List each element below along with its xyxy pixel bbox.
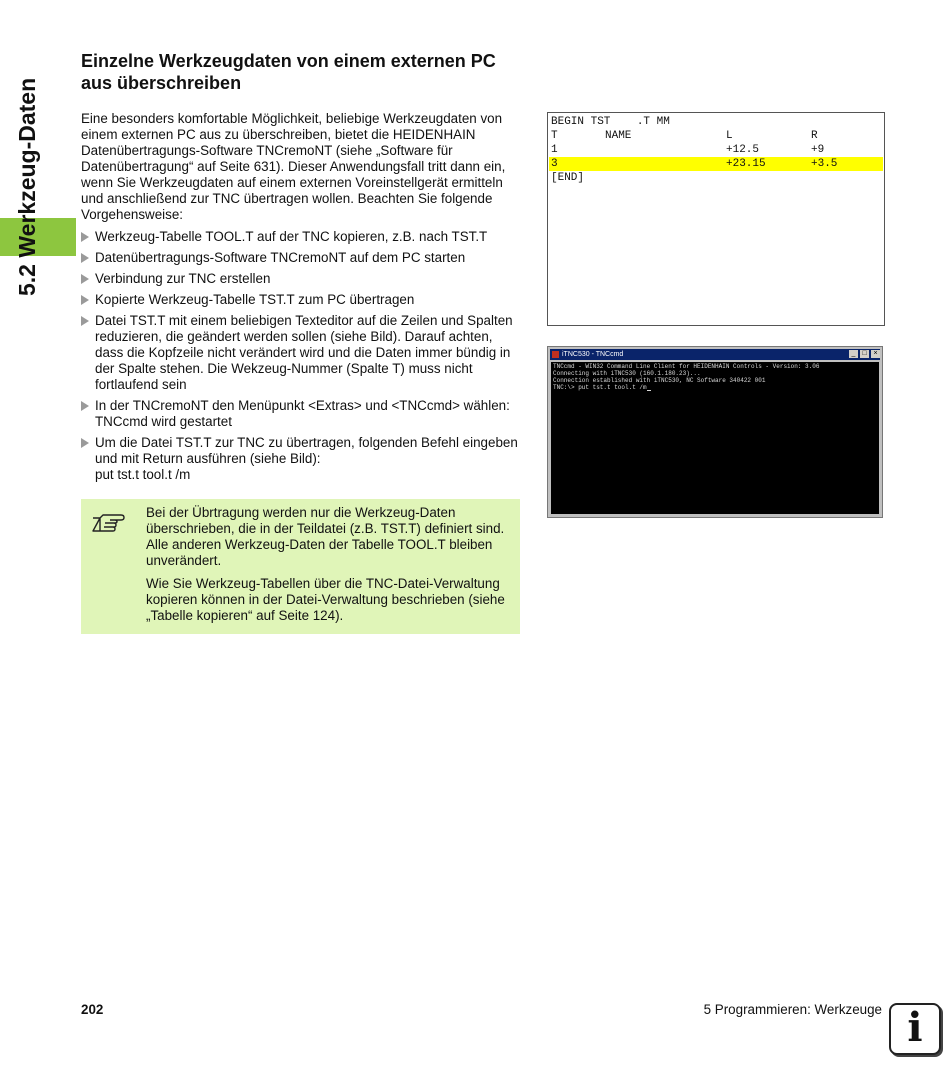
step-item: Datei TST.T mit einem beliebigen Texteditor auf die Zeilen und Spalten reduzieren, die geändert werden sollen (siehe Bild). Darauf achten, dass die Kopfzeile nicht verändert wird und die Daten immer bündig in der Spalte stehen. Die Wekzeug-Nummer (Spalte T) muss nicht fortlaufend sein bbox=[81, 313, 521, 393]
chapter-side-label: 5.2 Werkzeug-Daten bbox=[14, 77, 40, 296]
terminal-line: Connection established with iTNC530, NC Software 340422 001 bbox=[553, 377, 766, 384]
pointing-hand-icon bbox=[91, 509, 127, 535]
bullet-arrow-icon bbox=[81, 438, 89, 448]
step-item: Verbindung zur TNC erstellen bbox=[81, 271, 521, 287]
step-item: Kopierte Werkzeug-Tabelle TST.T zum PC übertragen bbox=[81, 292, 521, 308]
page-number: 202 bbox=[81, 1002, 104, 1017]
step-item: Werkzeug-Tabelle TOOL.T auf der TNC kopieren, z.B. nach TST.T bbox=[81, 229, 521, 245]
window-titlebar bbox=[550, 349, 880, 360]
bullet-arrow-icon bbox=[81, 316, 89, 326]
terminal-prompt-line: TNC:\> put tst.t tool.t /m bbox=[553, 384, 877, 391]
table-column-header-row: T NAME L R bbox=[551, 130, 818, 142]
note-paragraph-1: Bei der Übrtragung werden nur die Werkzeug-Daten überschrieben, die in der Teildatei (z.B. TST.T) definiert sind. Alle anderen Werkzeug-Daten der Tabelle TOOL.T bleiben unverändert. bbox=[146, 505, 505, 568]
table-row-highlighted: 3 +23.15 +3.5 bbox=[549, 157, 883, 171]
bullet-arrow-icon bbox=[81, 253, 89, 263]
chapter-name: 5 Programmieren: Werkzeuge bbox=[703, 1002, 882, 1017]
table-row: 1 +12.5 +9 bbox=[551, 144, 825, 156]
step-item: Datenübertragungs-Software TNCremoNT auf dem PC starten bbox=[81, 250, 521, 266]
table-end-row: [END] bbox=[551, 172, 585, 184]
bullet-arrow-icon bbox=[81, 274, 89, 284]
minimize-button[interactable]: _ bbox=[849, 350, 858, 358]
info-icon bbox=[889, 1003, 941, 1055]
cursor-icon bbox=[647, 390, 651, 391]
window-title: iTNC530 - TNCcmd bbox=[562, 351, 624, 358]
terminal-screen[interactable] bbox=[551, 362, 879, 514]
note-box bbox=[81, 499, 520, 634]
bullet-arrow-icon bbox=[81, 401, 89, 411]
note-paragraph-2: Wie Sie Werkzeug-Tabellen über die TNC-Datei-Verwaltung kopieren können in der Datei-Verwaltung beschrieben (siehe „Tabelle kopieren“ auf Seite 124). bbox=[146, 576, 505, 623]
terminal-line: TNCcmd - WIN32 Command Line Client for HEIDENHAIN Controls - Version: 3.06 bbox=[553, 363, 820, 370]
close-button[interactable]: × bbox=[871, 350, 880, 358]
step-item: Um die Datei TST.T zur TNC zu übertragen, folgenden Befehl eingeben und mit Return ausführen (siehe Bild): put tst.t tool.t /m bbox=[81, 435, 521, 483]
tool-table-screenshot bbox=[547, 112, 885, 326]
info-glyph: i bbox=[907, 1004, 923, 1051]
tnccmd-window-screenshot bbox=[547, 346, 883, 518]
bullet-arrow-icon bbox=[81, 295, 89, 305]
app-icon bbox=[552, 351, 559, 358]
bullet-arrow-icon bbox=[81, 232, 89, 242]
section-title: Einzelne Werkzeugdaten von einem externen PC aus überschreiben bbox=[81, 51, 496, 93]
table-file-header-row: BEGIN TST .T MM bbox=[551, 116, 670, 128]
intro-paragraph: Eine besonders komfortable Möglichkeit, beliebige Werkzeugdaten von einem externen PC aus zu überschreiben, bietet die HEIDENHAIN Datenübertragungs-Software TNCremoNT (siehe „Software für Datenübertragung“ auf Seite 631). Dieser Anwendungsfall tritt dann ein, wenn Sie Werkzeugdaten auf einem externen Voreinstellgerät ermitteln und anschließend zur TNC übertragen wollen. Beachten Sie folgende Vorgehensweise: bbox=[81, 111, 506, 222]
procedure-steps bbox=[81, 229, 521, 483]
maximize-button[interactable]: □ bbox=[860, 350, 869, 358]
terminal-line: Connecting with iTNC530 (160.1.180.23)... bbox=[553, 370, 701, 377]
main-content bbox=[81, 50, 521, 488]
step-item: In der TNCremoNT den Menüpunkt <Extras> und <TNCcmd> wählen: TNCcmd wird gestartet bbox=[81, 398, 521, 430]
command-text: put tst.t tool.t /m bbox=[95, 467, 191, 482]
